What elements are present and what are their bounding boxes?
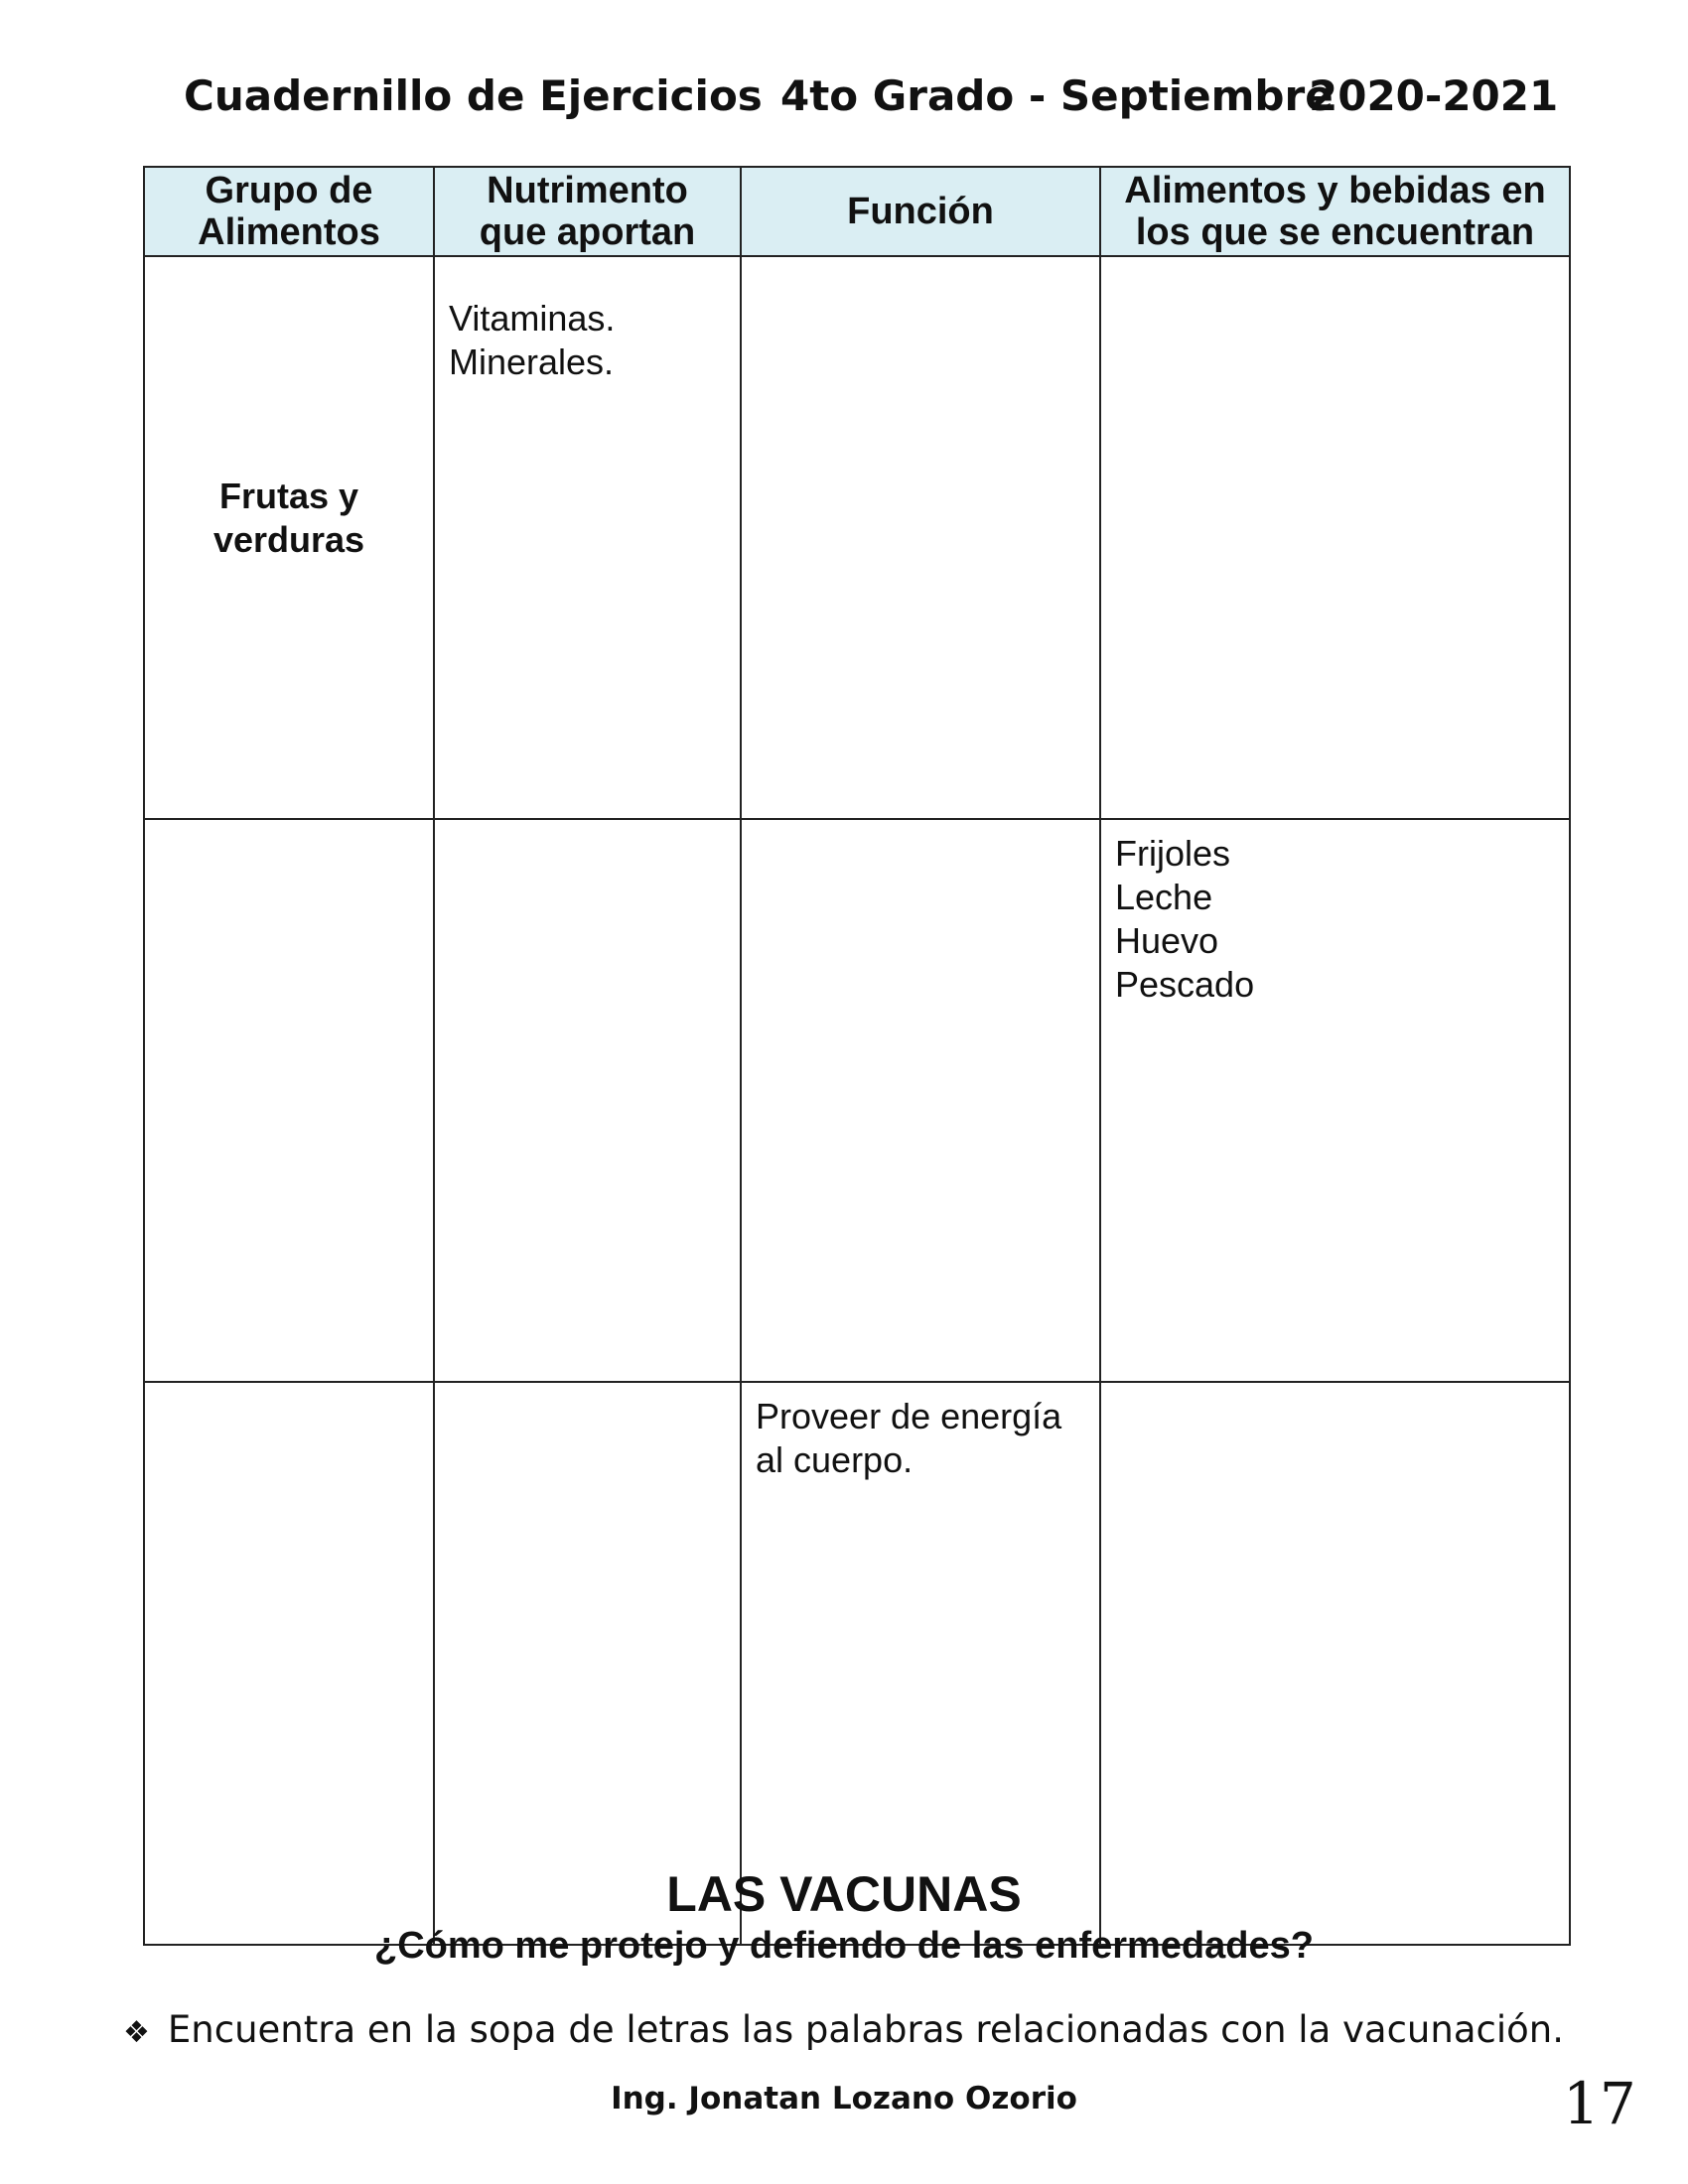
- cell-funcion-text: Proveer de energía al cuerpo.: [756, 1396, 1062, 1480]
- section-title: LAS VACUNAS: [666, 1866, 1022, 1922]
- cell-alimentos[interactable]: [1100, 1382, 1570, 1945]
- header-grupo-de-alimentos: Grupo de Alimentos: [144, 167, 434, 256]
- cell-nutrimento[interactable]: [434, 819, 741, 1382]
- cell-alimentos-text: [1101, 1383, 1569, 1395]
- cell-funcion[interactable]: [741, 256, 1100, 819]
- cell-funcion-text: [742, 820, 1099, 832]
- footer-author: Ing. Jonatan Lozano Ozorio: [611, 2081, 1077, 2116]
- instruction-line: [123, 2007, 1564, 2056]
- diamond-bullet-icon: ❖: [123, 2015, 150, 2050]
- table-row: [144, 1382, 1570, 1945]
- food-groups-table: [143, 166, 1571, 1946]
- cell-grupo[interactable]: [144, 256, 434, 819]
- cell-alimentos[interactable]: [1100, 256, 1570, 819]
- cell-nutrimento-text: Vitaminas. Minerales.: [449, 298, 616, 382]
- cell-nutrimento[interactable]: [434, 1382, 741, 1945]
- cell-nutrimento-text: [435, 1383, 740, 1395]
- cell-funcion-text: [742, 257, 1099, 297]
- table-header-row: [144, 167, 1570, 256]
- cell-grupo[interactable]: [144, 819, 434, 1382]
- section-subtitle: ¿Cómo me protejo y defiendo de las enfermedades?: [374, 1925, 1314, 1967]
- cell-grupo-text: Frutas y verduras: [212, 475, 365, 560]
- instruction-text: Encuentra en la sopa de letras las palabras relacionadas con la vacunación.: [167, 2008, 1564, 2051]
- cell-alimentos[interactable]: [1100, 819, 1570, 1382]
- cell-grupo[interactable]: [144, 1382, 434, 1945]
- cell-nutrimento-text: [435, 820, 740, 832]
- cell-alimentos-text: [1101, 257, 1569, 297]
- header-school-year: 2020-2021: [1309, 71, 1559, 120]
- page-header: [0, 71, 1688, 131]
- cell-alimentos-text: Frijoles Leche Huevo Pescado: [1115, 833, 1255, 1005]
- header-funcion: Función: [741, 167, 1100, 256]
- page-number: 17: [1563, 2070, 1636, 2137]
- header-nutrimento: Nutrimento que aportan: [434, 167, 741, 256]
- header-workbook-title: Cuadernillo de Ejercicios: [184, 71, 763, 120]
- cell-funcion[interactable]: [741, 819, 1100, 1382]
- table-row: [144, 256, 1570, 819]
- header-alimentos-y-bebidas: Alimentos y bebidas en los que se encuentran: [1100, 167, 1570, 256]
- header-grade-month: 4to Grado - Septiembre: [780, 71, 1334, 120]
- cell-nutrimento[interactable]: [434, 256, 741, 819]
- cell-funcion[interactable]: [741, 1382, 1100, 1945]
- table-row: [144, 819, 1570, 1382]
